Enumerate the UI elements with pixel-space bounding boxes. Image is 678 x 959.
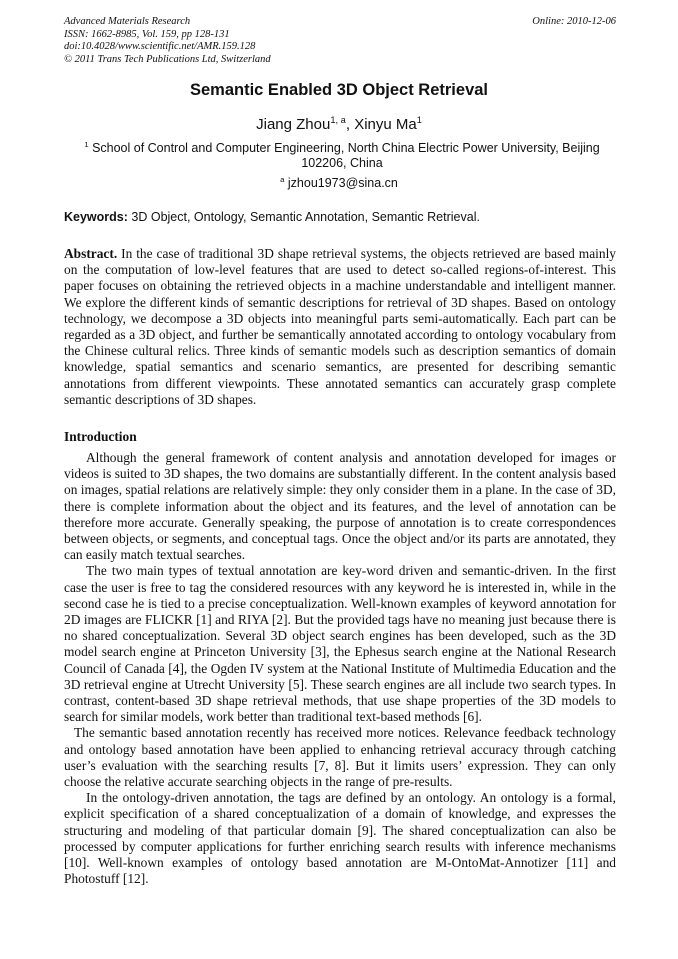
email-mark: a xyxy=(280,174,285,184)
body-paragraph: The two main types of textual annotation are key-word driven and semantic-driven. In the first case the user is free to tag the considered resources with any keyword he is interested in, while in the second case he is tied to a precise conceptualization. Well-known examples of keyword annotation for 2D images are FLICKR [1] and RIYA [2]. But the provided tags have no meaning just because there is no shared conceptualization. Several 3D object search engines has been developed, such as the 3D model search engine at Princeton University [3], the Ephesus search engine at the National Research Council of Canada [4], the Ogden IV system at the National Institute of Multimedia Education and the 3D retrieval engine at Utrecht University [5]. These search engines are all include two search types. In contrast, content-based 3D shape retrieval methods, that use shape properties of the 3D models to search for similar models, work better than traditional text-based methods [6]. xyxy=(64,563,616,725)
author-name: Jiang Zhou xyxy=(256,116,331,133)
contact-email xyxy=(0,176,678,190)
copyright-line: © 2011 Trans Tech Publications Ltd, Switzerland xyxy=(64,53,271,65)
keywords xyxy=(64,210,616,224)
body-paragraph: Although the general framework of content analysis and annotation developed for images or videos is suited to 3D shapes, the two domains are substantially different. In the content analysis based on images, spatial relations are relatively simple: they only consider them in a plane. In the case of 3D, there is complete information about the object and its features, and the level of annotation can be therefore more accurate. Generally speaking, the purpose of annotation is to create correspondences between objects, or segments, and conceptual tags. Once the object and/or its parts are annotated, they can easily match textual searches. xyxy=(64,450,616,563)
doi-line: doi:10.4028/www.scientific.net/AMR.159.128 xyxy=(64,41,256,52)
author-separator: , xyxy=(345,116,355,133)
author-affiliation-mark: 1, a xyxy=(330,114,346,125)
keywords-label: Keywords: xyxy=(64,210,128,224)
affiliation xyxy=(84,141,600,171)
journal-name: Advanced Materials Research xyxy=(64,16,191,27)
author-list xyxy=(0,116,678,133)
abstract xyxy=(64,246,616,408)
body-paragraph: The semantic based annotation recently has received more notices. Relevance feedback technology and ontology based annotation have been applied to enhancing retrieval accuracy through catching user’s evaluation with the searching results [7, 8]. But it limits users’ expression. They can only choose the relative accurate searching objects in the range of pre-results. xyxy=(64,725,616,790)
affiliation-text: School of Control and Computer Engineering, North China Electric Power University, Beijing 102206, China xyxy=(92,141,600,170)
affiliation-mark: 1 xyxy=(84,139,89,149)
keywords-text: 3D Object, Ontology, Semantic Annotation, Semantic Retrieval. xyxy=(131,210,480,224)
author-affiliation-mark: 1 xyxy=(416,114,422,125)
introduction-body xyxy=(64,450,616,887)
abstract-text: In the case of traditional 3D shape retrieval systems, the objects retrieved are based mainly on the computation of low-level features that are used to detect so-called regions-of-interest. This paper focuses on obtaining the retrieved objects in a machine understandable and intelligent manner. We explore the different kinds of semantic descriptions for retrieval of 3D shapes. Based on ontology technology, we decompose a 3D objects into meaningful parts semi-automatically. Each part can be regarded as a 3D object, and further be semantically annotated according to ontology vocabulary from the Chinese cultural relics. Three kinds of semantic models such as description semantics of domain knowledge, spatial semantics and scenario semantics, are presented for describing semantic annotations from different viewpoints. These annotated semantics can accurately grasp complete semantic descriptions of 3D shapes. xyxy=(64,246,616,407)
online-date: Online: 2010-12-06 xyxy=(532,16,616,27)
issn-line: ISSN: 1662-8985, Vol. 159, pp 128-131 xyxy=(64,28,230,40)
journal-header xyxy=(64,16,616,66)
section-heading: Introduction xyxy=(64,429,137,444)
email-address: jzhou1973@sina.cn xyxy=(287,176,398,190)
author-name: Xinyu Ma xyxy=(354,116,417,133)
paper-title: Semantic Enabled 3D Object Retrieval xyxy=(189,81,489,99)
body-paragraph: In the ontology-driven annotation, the tags are defined by an ontology. An ontology is a formal, explicit specification of a shared conceptualization of a domain of knowledge, and expresses the structuring and modeling of that particular domain [9]. The shared conceptualization can also be processed by computer applications for further enriching search results with inference mechanisms [10]. Well-known examples of ontology based annotation are M-OntoMat-Annotizer [11] and Photostuff [12]. xyxy=(64,790,616,887)
abstract-label: Abstract. xyxy=(64,246,118,261)
